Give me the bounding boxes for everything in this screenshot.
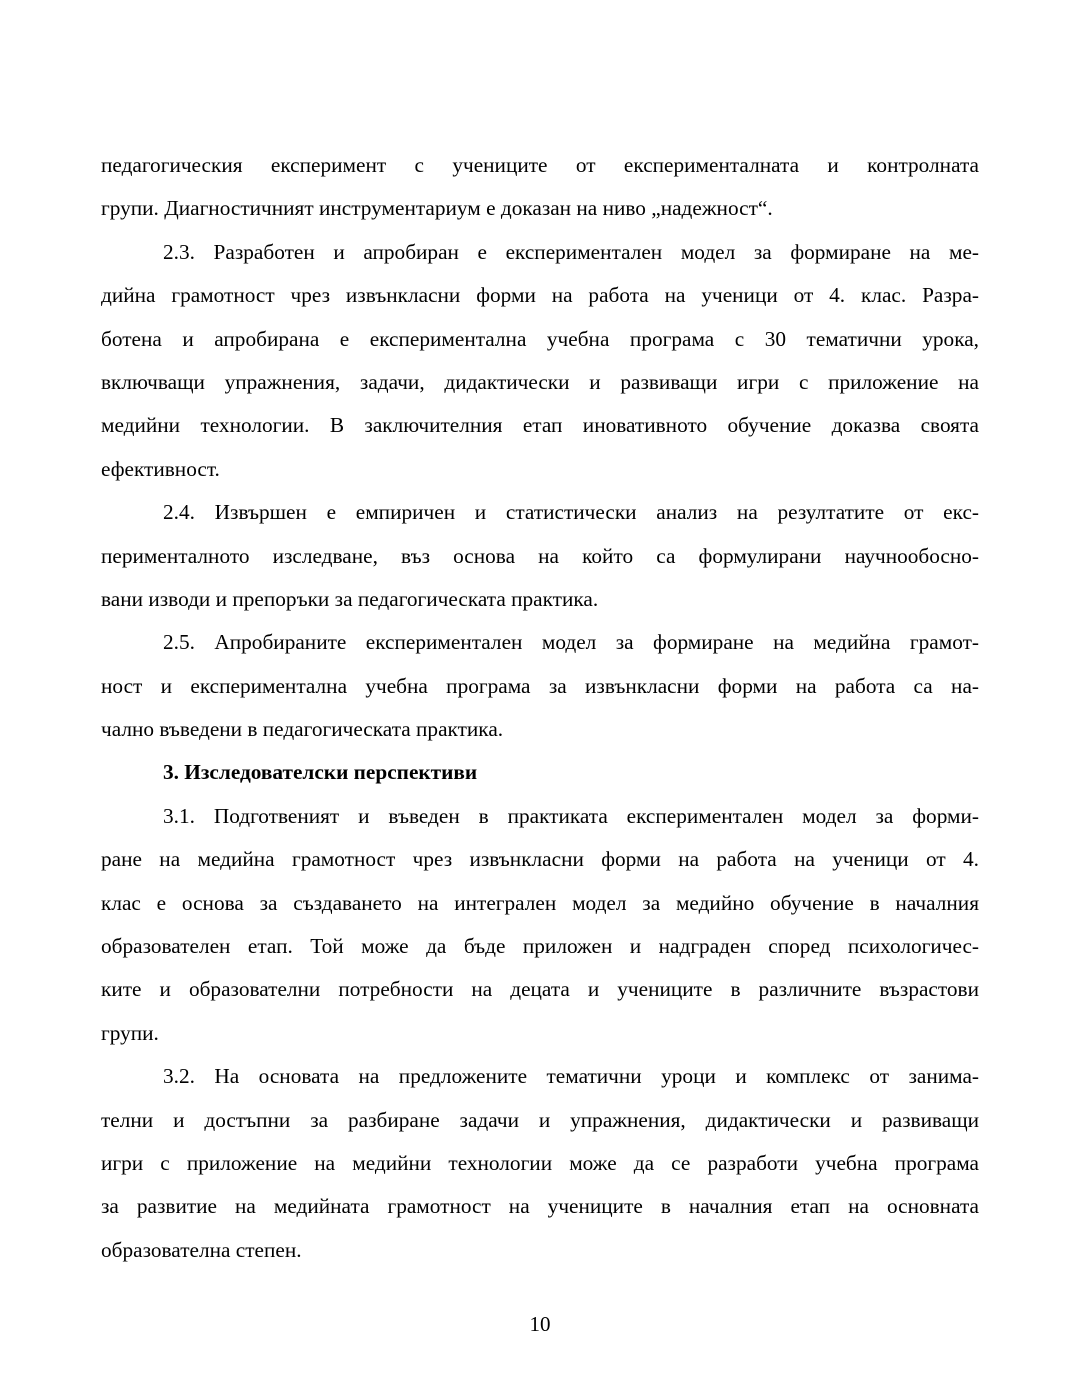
text-line: ките и образователни потребности на децата и учениците в различните възрастови (101, 977, 979, 1002)
paragraph-start-3-1: 3.1. Подготвеният и въведен в практиката експериментален модел за форми- (163, 803, 979, 828)
paragraph-start-2-5: 2.5. Апробираните експериментален модел за формиране на медийна грамот- (163, 630, 979, 655)
text-line: ност и експериментална учебна програма за извънкласни форми на работа са на- (101, 673, 979, 698)
text-line: чално въведени в педагогическата практика. (101, 717, 504, 742)
page-number: 10 (529, 1312, 551, 1336)
text-line: клас е основа за създаването на интегрален модел за медийно обучение в началния (101, 890, 979, 915)
paragraph-start-2-3: 2.3. Разработен и апробиран е експериментален модел за формиране на ме- (163, 239, 979, 264)
text-line: педагогическия експеримент с учениците от експерименталната и контролната (101, 153, 979, 177)
paragraph-start-2-4: 2.4. Извършен е емпиричен и статистически анализ на резултатите от екс- (163, 500, 979, 525)
text-line: групи. (101, 1020, 159, 1045)
text-line: включващи упражнения, задачи, дидактически и развиващи игри с приложение на (101, 369, 979, 394)
section-heading: 3. Изследователски перспективи (163, 760, 478, 785)
text-line: ране на медийна грамотност чрез извънкласни форми на работа на ученици от 4. (101, 847, 979, 872)
text-line: вани изводи и препоръки за педагогическата практика. (101, 586, 599, 611)
text-line: образователен етап. Той може да бъде приложен и надграден според психологичес- (101, 934, 979, 959)
text-line: телни и достъпни за разбиране задачи и упражнения, дидактически и развиващи (101, 1107, 979, 1132)
paragraph-start-3-2: 3.2. На основата на предложените тематични уроци и комплекс от занима- (163, 1064, 979, 1089)
text-line: ефективност. (101, 456, 220, 481)
text-line: игри с приложение на медийни технологии може да се разработи учебна програма (101, 1150, 979, 1175)
body-text (101, 144, 979, 1272)
text-line: перименталното изследване, въз основа на който са формулирани научнообосно- (101, 543, 979, 568)
text-line: образователна степен. (101, 1237, 302, 1262)
text-line: за развитие на медийната грамотност на учениците в началния етап на основната (101, 1194, 979, 1219)
text-line: групи. Диагностичният инструментариум е доказан на ниво „надежност“. (101, 196, 773, 221)
text-line: ботена и апробирана е експериментална учебна програма с 30 тематични урока, (101, 326, 979, 351)
text-line: медийни технологии. В заключителния етап иновативното обучение доказва своята (101, 413, 979, 438)
text-line: дийна грамотност чрез извънкласни форми на работа на ученици от 4. клас. Разра- (101, 283, 979, 308)
